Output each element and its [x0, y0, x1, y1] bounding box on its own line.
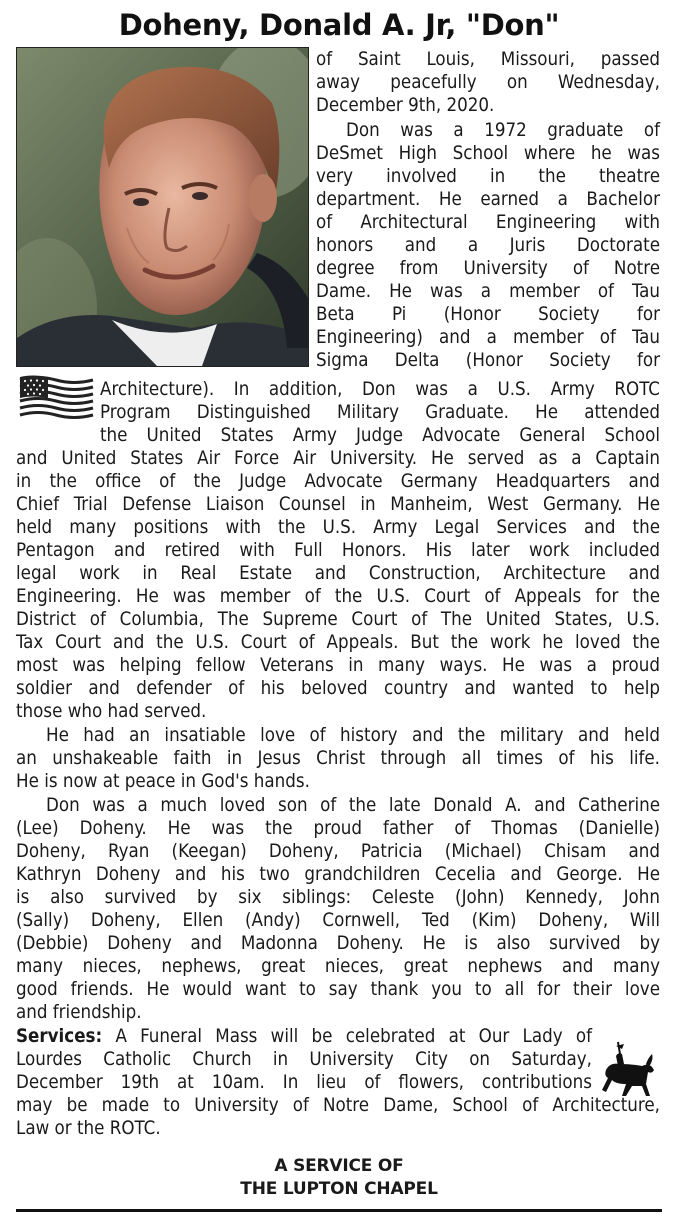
text-line: most was helping fellow Veterans in many ways. He was a proud — [16, 655, 660, 676]
text-line: those who had served. — [16, 701, 207, 722]
american-flag-icon — [18, 374, 95, 422]
text-line: Engineering) and a member of Tau — [316, 327, 660, 348]
text-line: honors and a Juris Doctorate — [316, 235, 660, 256]
funeral-home-credit-line1: A SERVICE OF — [274, 1156, 404, 1176]
text-line: District of Columbia, The Supreme Court of The United States, U.S. — [16, 609, 660, 630]
text-line: the United States Army Judge Advocate General School — [100, 425, 660, 446]
text-line: Chief Trial Defense Liaison Counsel in Manheim, West Germany. He — [16, 494, 660, 515]
text-line: (Debbie) Doheny and Madonna Doheny. He is also survived by — [16, 933, 660, 954]
services-text: A Funeral Mass will be celebrated at Our Lady of — [102, 1026, 592, 1047]
services-label: Services: — [16, 1026, 103, 1047]
text-line: Lourdes Catholic Church in University City on Saturday, — [16, 1049, 592, 1070]
text-line: good friends. He would want to say thank you to all for their love — [16, 979, 660, 1000]
text-line: of Architectural Engineering with — [316, 212, 660, 233]
text-line: December 19th at 10am. In lieu of flowers, contributions — [16, 1072, 592, 1093]
text-line: Law or the ROTC. — [16, 1118, 161, 1139]
text-line: He is now at peace in God's hands. — [16, 771, 310, 792]
services-first-line — [16, 1025, 592, 1048]
text-line: Dame. He was a member of Tau — [316, 281, 660, 302]
text-line: degree from University of Notre — [316, 258, 660, 279]
text-line: Sigma Delta (Honor Society for — [316, 350, 660, 371]
text-line: (Sally) Doheny, Ellen (Andy) Cornwell, Ted (Kim) Doheny, Will — [16, 910, 660, 931]
text-line: of Saint Louis, Missouri, passed — [316, 49, 660, 70]
text-line: Architecture). In addition, Don was a U.S. Army ROTC — [100, 379, 660, 400]
text-line: Beta Pi (Honor Society for — [316, 304, 660, 325]
bottom-divider — [16, 1209, 662, 1212]
text-line: away peacefully on Wednesday, — [316, 72, 660, 93]
portrait-illustration — [17, 48, 308, 366]
text-line: very involved in the theatre — [316, 166, 660, 187]
text-line: Don was a 1972 graduate of — [346, 120, 660, 141]
funeral-home-credit-line2: THE LUPTON CHAPEL — [240, 1179, 438, 1199]
text-line: held many positions with the U.S. Army Legal Services and the — [16, 517, 660, 538]
text-line: and friendship. — [16, 1002, 142, 1023]
text-line: may be made to University of Notre Dame, School of Architecture, — [16, 1095, 660, 1116]
text-line: legal work in Real Estate and Construction, Architecture and — [16, 563, 660, 584]
text-line: in the office of the Judge Advocate Germany Headquarters and — [16, 471, 660, 492]
text-line: an unshakeable faith in Jesus Christ through all times of his life. — [16, 748, 660, 769]
text-line: DeSmet High School where he was — [316, 143, 660, 164]
text-line: many nieces, nephews, great nieces, great nephews and many — [16, 956, 660, 977]
text-line: Engineering. He was member of the U.S. Court of Appeals for the — [16, 586, 660, 607]
text-line: Doheny, Ryan (Keegan) Doheny, Patricia (Michael) Chisam and — [16, 841, 660, 862]
text-line: Pentagon and retired with Full Honors. His later work included — [16, 540, 660, 561]
text-line: is also survived by six siblings: Celeste (John) Kennedy, John — [16, 887, 660, 908]
text-line: He had an insatiable love of history and the military and held — [46, 725, 660, 746]
text-line: Kathryn Doheny and his two grandchildren Cecelia and George. He — [16, 864, 660, 885]
text-line: and United States Air Force Air University. He served as a Captain — [16, 448, 660, 469]
knight-on-horse-icon — [596, 1040, 658, 1100]
text-line: (Lee) Doheny. He was the proud father of Thomas (Danielle) — [16, 818, 660, 839]
text-line: Tax Court and the U.S. Court of Appeals. But the work he loved the — [16, 632, 660, 653]
text-line: department. He earned a Bachelor — [316, 189, 660, 210]
text-line: Don was a much loved son of the late Donald A. and Catherine — [46, 795, 660, 816]
text-line: soldier and defender of his beloved country and wanted to help — [16, 678, 660, 699]
portrait-photo — [16, 47, 309, 367]
text-line: December 9th, 2020. — [316, 95, 495, 116]
text-line: Program Distinguished Military Graduate. He attended — [100, 402, 660, 423]
obituary-heading: Doheny, Donald A. Jr, "Don" — [118, 8, 560, 42]
